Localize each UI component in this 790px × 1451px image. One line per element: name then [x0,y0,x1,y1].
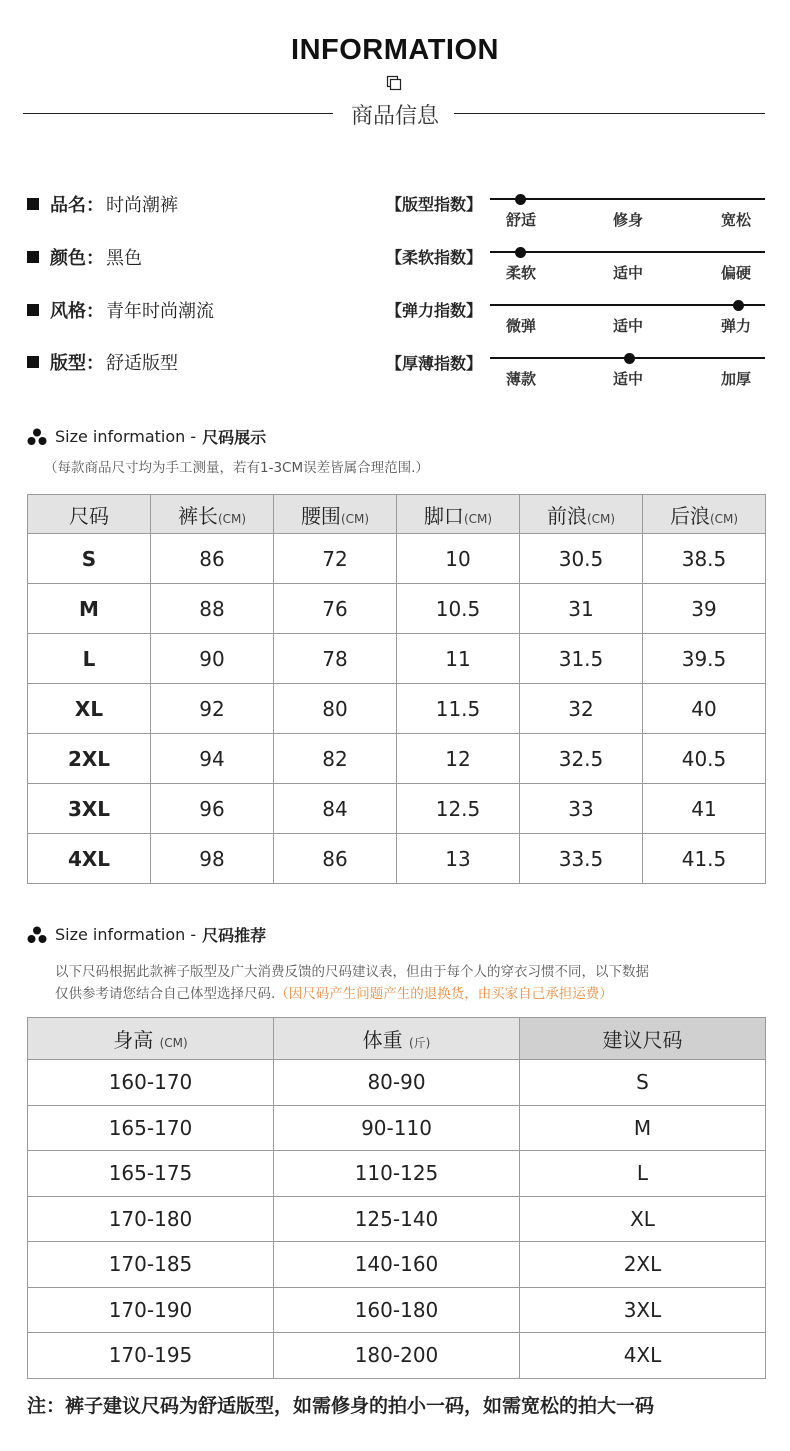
table-cell: 33.5 [520,834,643,884]
table-row [28,1151,766,1197]
table-cell: 13 [397,834,520,884]
table-cell: 2XL [28,734,151,784]
table-row [28,1105,766,1151]
info-item-name [27,191,178,217]
table-row [28,1287,766,1333]
table-row [28,1196,766,1242]
column-header: 体重 (斤) [274,1018,520,1060]
recommend-table [27,1017,766,1379]
table-cell: 4XL [520,1333,766,1379]
scale-option: 舒适 [506,211,537,229]
info-value: 舒适版型 [106,353,178,374]
trefoil-icon [27,926,47,944]
table-cell: 165-175 [28,1151,274,1197]
table-cell: 76 [274,584,397,634]
table-cell: 32.5 [520,734,643,784]
recommend-section-heading [27,923,266,946]
table-header-row [28,1018,766,1060]
table-cell: L [28,634,151,684]
table-cell: 180-200 [274,1333,520,1379]
table-cell: 170-190 [28,1287,274,1333]
table-cell: 96 [151,784,274,834]
scale-option: 偏硬 [721,264,752,282]
table-row [28,784,766,834]
page-subtitle: 商品信息 [350,104,439,129]
table-cell: L [520,1151,766,1197]
info-key: 风格： [50,301,104,322]
table-cell: 12.5 [397,784,520,834]
scale-option: 适中 [613,317,644,335]
info-key: 颜色： [50,248,104,269]
table-row [28,584,766,634]
table-cell: 31.5 [520,634,643,684]
column-header: 后浪(CM) [643,495,766,534]
table-cell: 40.5 [643,734,766,784]
table-cell: 165-170 [28,1105,274,1151]
table-cell: 39 [643,584,766,634]
table-cell: 72 [274,534,397,584]
scale-option: 修身 [613,211,644,229]
table-cell: S [520,1060,766,1106]
table-cell: 98 [151,834,274,884]
table-row [28,1060,766,1106]
table-cell: 140-160 [274,1242,520,1288]
scale-label-elasticity: 【弹力指数】 [386,301,483,320]
scale-option: 弹力 [721,317,752,335]
scale-option: 薄款 [506,370,537,388]
table-cell: 3XL [28,784,151,834]
scale-label-thickness: 【厚薄指数】 [386,354,483,373]
table-cell: 94 [151,734,274,784]
table-header-row [28,495,766,534]
scale-option: 加厚 [721,370,752,388]
table-row [28,1333,766,1379]
scale-track [490,251,765,253]
scale-option: 适中 [613,370,644,388]
return-policy-note: （因尺码产生问题产生的退换货，由买家自己承担运费） [275,986,613,1002]
table-cell: 3XL [520,1287,766,1333]
table-cell: 38.5 [643,534,766,584]
trefoil-icon [27,428,47,446]
table-cell: 170-180 [28,1196,274,1242]
table-cell: 170-195 [28,1333,274,1379]
scale-option: 柔软 [506,264,537,282]
table-row [28,684,766,734]
table-cell: 170-185 [28,1242,274,1288]
table-cell: 82 [274,734,397,784]
table-cell: 110-125 [274,1151,520,1197]
table-cell: XL [28,684,151,734]
table-cell: 11 [397,634,520,684]
table-cell: 10 [397,534,520,584]
scale-label-softness: 【柔软指数】 [386,248,483,267]
table-cell: 90-110 [274,1105,520,1151]
table-row [28,534,766,584]
scale-track [490,304,765,306]
scale-label-fit: 【版型指数】 [386,195,483,214]
section-heading-bold: 尺码推荐 [202,926,267,945]
square-bullet-icon [27,198,39,210]
table-cell: 41.5 [643,834,766,884]
column-header: 裤长(CM) [151,495,274,534]
table-cell: 12 [397,734,520,784]
table-cell: 41 [643,784,766,834]
table-row [28,1242,766,1288]
scale-track [490,198,765,200]
page-title: INFORMATION [291,34,499,66]
column-header: 尺码 [28,495,151,534]
table-cell: 92 [151,684,274,734]
table-cell: 30.5 [520,534,643,584]
column-header: 建议尺码 [520,1018,766,1060]
table-cell: 32 [520,684,643,734]
layers-icon [386,75,402,91]
recommend-note-line2: 仅供参考请您结合自己体型选择尺码.（因尺码产生问题产生的退换货，由买家自己承担运费） [55,986,613,1002]
size-table [27,494,766,884]
table-cell: 125-140 [274,1196,520,1242]
recommend-note-line1: 以下尺码根据此款裤子版型及广大消费反馈的尺码建议表，但由于每个人的穿衣习惯不同，以下数据 [55,964,649,980]
scale-option: 适中 [613,264,644,282]
table-cell: 88 [151,584,274,634]
table-row [28,734,766,784]
table-cell: 86 [151,534,274,584]
table-row [28,834,766,884]
size-section-heading [27,425,266,448]
scale-indicator-dot [624,353,635,364]
section-heading-text: Size information - [55,427,197,446]
info-value: 时尚潮裤 [106,195,178,216]
table-row [28,634,766,684]
scale-option: 微弹 [506,317,537,335]
table-cell: 90 [151,634,274,684]
size-measure-note: （每款商品尺寸均为手工测量，若有1-3CM误差皆属合理范围.） [44,460,429,476]
column-header: 脚口(CM) [397,495,520,534]
table-cell: 80 [274,684,397,734]
fit-footnote: 注：裤子建议尺码为舒适版型，如需修身的拍小一码，如需宽松的拍大一码 [27,1395,655,1417]
info-key: 版型： [50,353,104,374]
square-bullet-icon [27,304,39,316]
table-cell: 86 [274,834,397,884]
info-item-fit [27,349,178,375]
table-cell: 80-90 [274,1060,520,1106]
square-bullet-icon [27,356,39,368]
scale-indicator-dot [515,247,526,258]
info-item-color [27,244,142,270]
table-cell: M [28,584,151,634]
column-header: 前浪(CM) [520,495,643,534]
table-cell: 11.5 [397,684,520,734]
table-cell: M [520,1105,766,1151]
table-cell: 10.5 [397,584,520,634]
info-key: 品名： [50,195,104,216]
table-cell: 78 [274,634,397,684]
section-heading-text: Size information - [55,925,197,944]
table-cell: S [28,534,151,584]
table-cell: 40 [643,684,766,734]
table-cell: 33 [520,784,643,834]
info-value: 黑色 [106,248,142,269]
info-value: 青年时尚潮流 [106,301,214,322]
table-cell: 160-180 [274,1287,520,1333]
table-cell: 31 [520,584,643,634]
scale-indicator-dot [733,300,744,311]
scale-indicator-dot [515,194,526,205]
table-cell: 160-170 [28,1060,274,1106]
column-header: 身高 (CM) [28,1018,274,1060]
table-cell: 84 [274,784,397,834]
scale-option: 宽松 [721,211,752,229]
table-cell: 39.5 [643,634,766,684]
table-cell: XL [520,1196,766,1242]
column-header: 腰围(CM) [274,495,397,534]
table-cell: 2XL [520,1242,766,1288]
table-cell: 4XL [28,834,151,884]
info-item-style [27,297,214,323]
square-bullet-icon [27,251,39,263]
section-heading-bold: 尺码展示 [202,428,267,447]
